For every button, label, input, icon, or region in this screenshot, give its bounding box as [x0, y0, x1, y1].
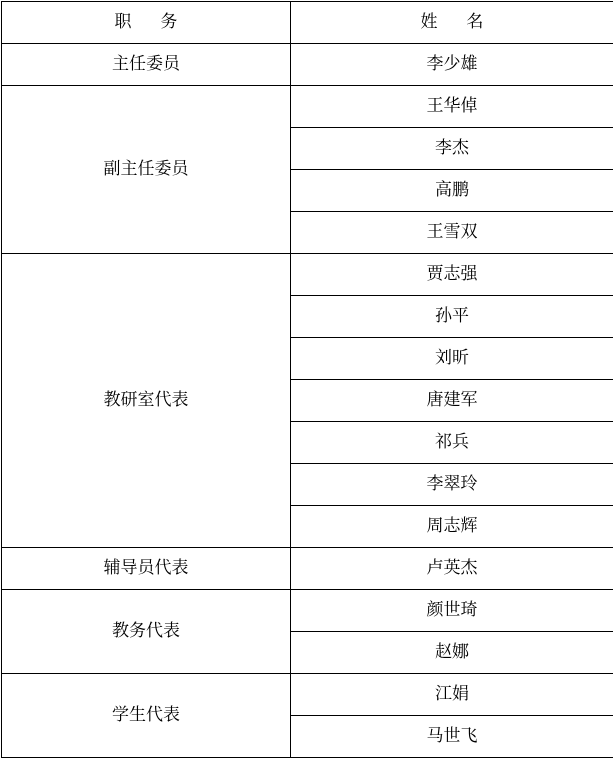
column-header-name: 姓 名	[291, 2, 613, 44]
table-row	[2, 590, 613, 632]
committee-roster-table	[1, 1, 613, 758]
name-cell: 卢英杰	[291, 548, 613, 590]
name-cell: 颜世琦	[291, 590, 613, 632]
name-cell: 王雪双	[291, 212, 613, 254]
role-cell: 副主任委员	[2, 86, 291, 254]
column-header-role: 职 务	[2, 2, 291, 44]
name-cell: 孙平	[291, 296, 613, 338]
name-cell: 贾志强	[291, 254, 613, 296]
name-cell: 唐建军	[291, 380, 613, 422]
table-row	[2, 674, 613, 716]
role-cell: 教务代表	[2, 590, 291, 674]
table-body	[2, 2, 613, 758]
name-cell: 刘昕	[291, 338, 613, 380]
name-cell: 李少雄	[291, 44, 613, 86]
name-cell: 周志辉	[291, 506, 613, 548]
name-cell: 赵娜	[291, 632, 613, 674]
role-cell: 辅导员代表	[2, 548, 291, 590]
name-cell: 祁兵	[291, 422, 613, 464]
name-cell: 马世飞	[291, 716, 613, 758]
role-cell: 主任委员	[2, 44, 291, 86]
table-row	[2, 86, 613, 128]
name-cell: 王华倬	[291, 86, 613, 128]
table-header-row	[2, 2, 613, 44]
table-row	[2, 44, 613, 86]
role-cell: 教研室代表	[2, 254, 291, 548]
table-row	[2, 254, 613, 296]
table-row	[2, 548, 613, 590]
name-cell: 李杰	[291, 128, 613, 170]
name-cell: 高鹏	[291, 170, 613, 212]
role-cell: 学生代表	[2, 674, 291, 758]
name-cell: 江娟	[291, 674, 613, 716]
name-cell: 李翠玲	[291, 464, 613, 506]
